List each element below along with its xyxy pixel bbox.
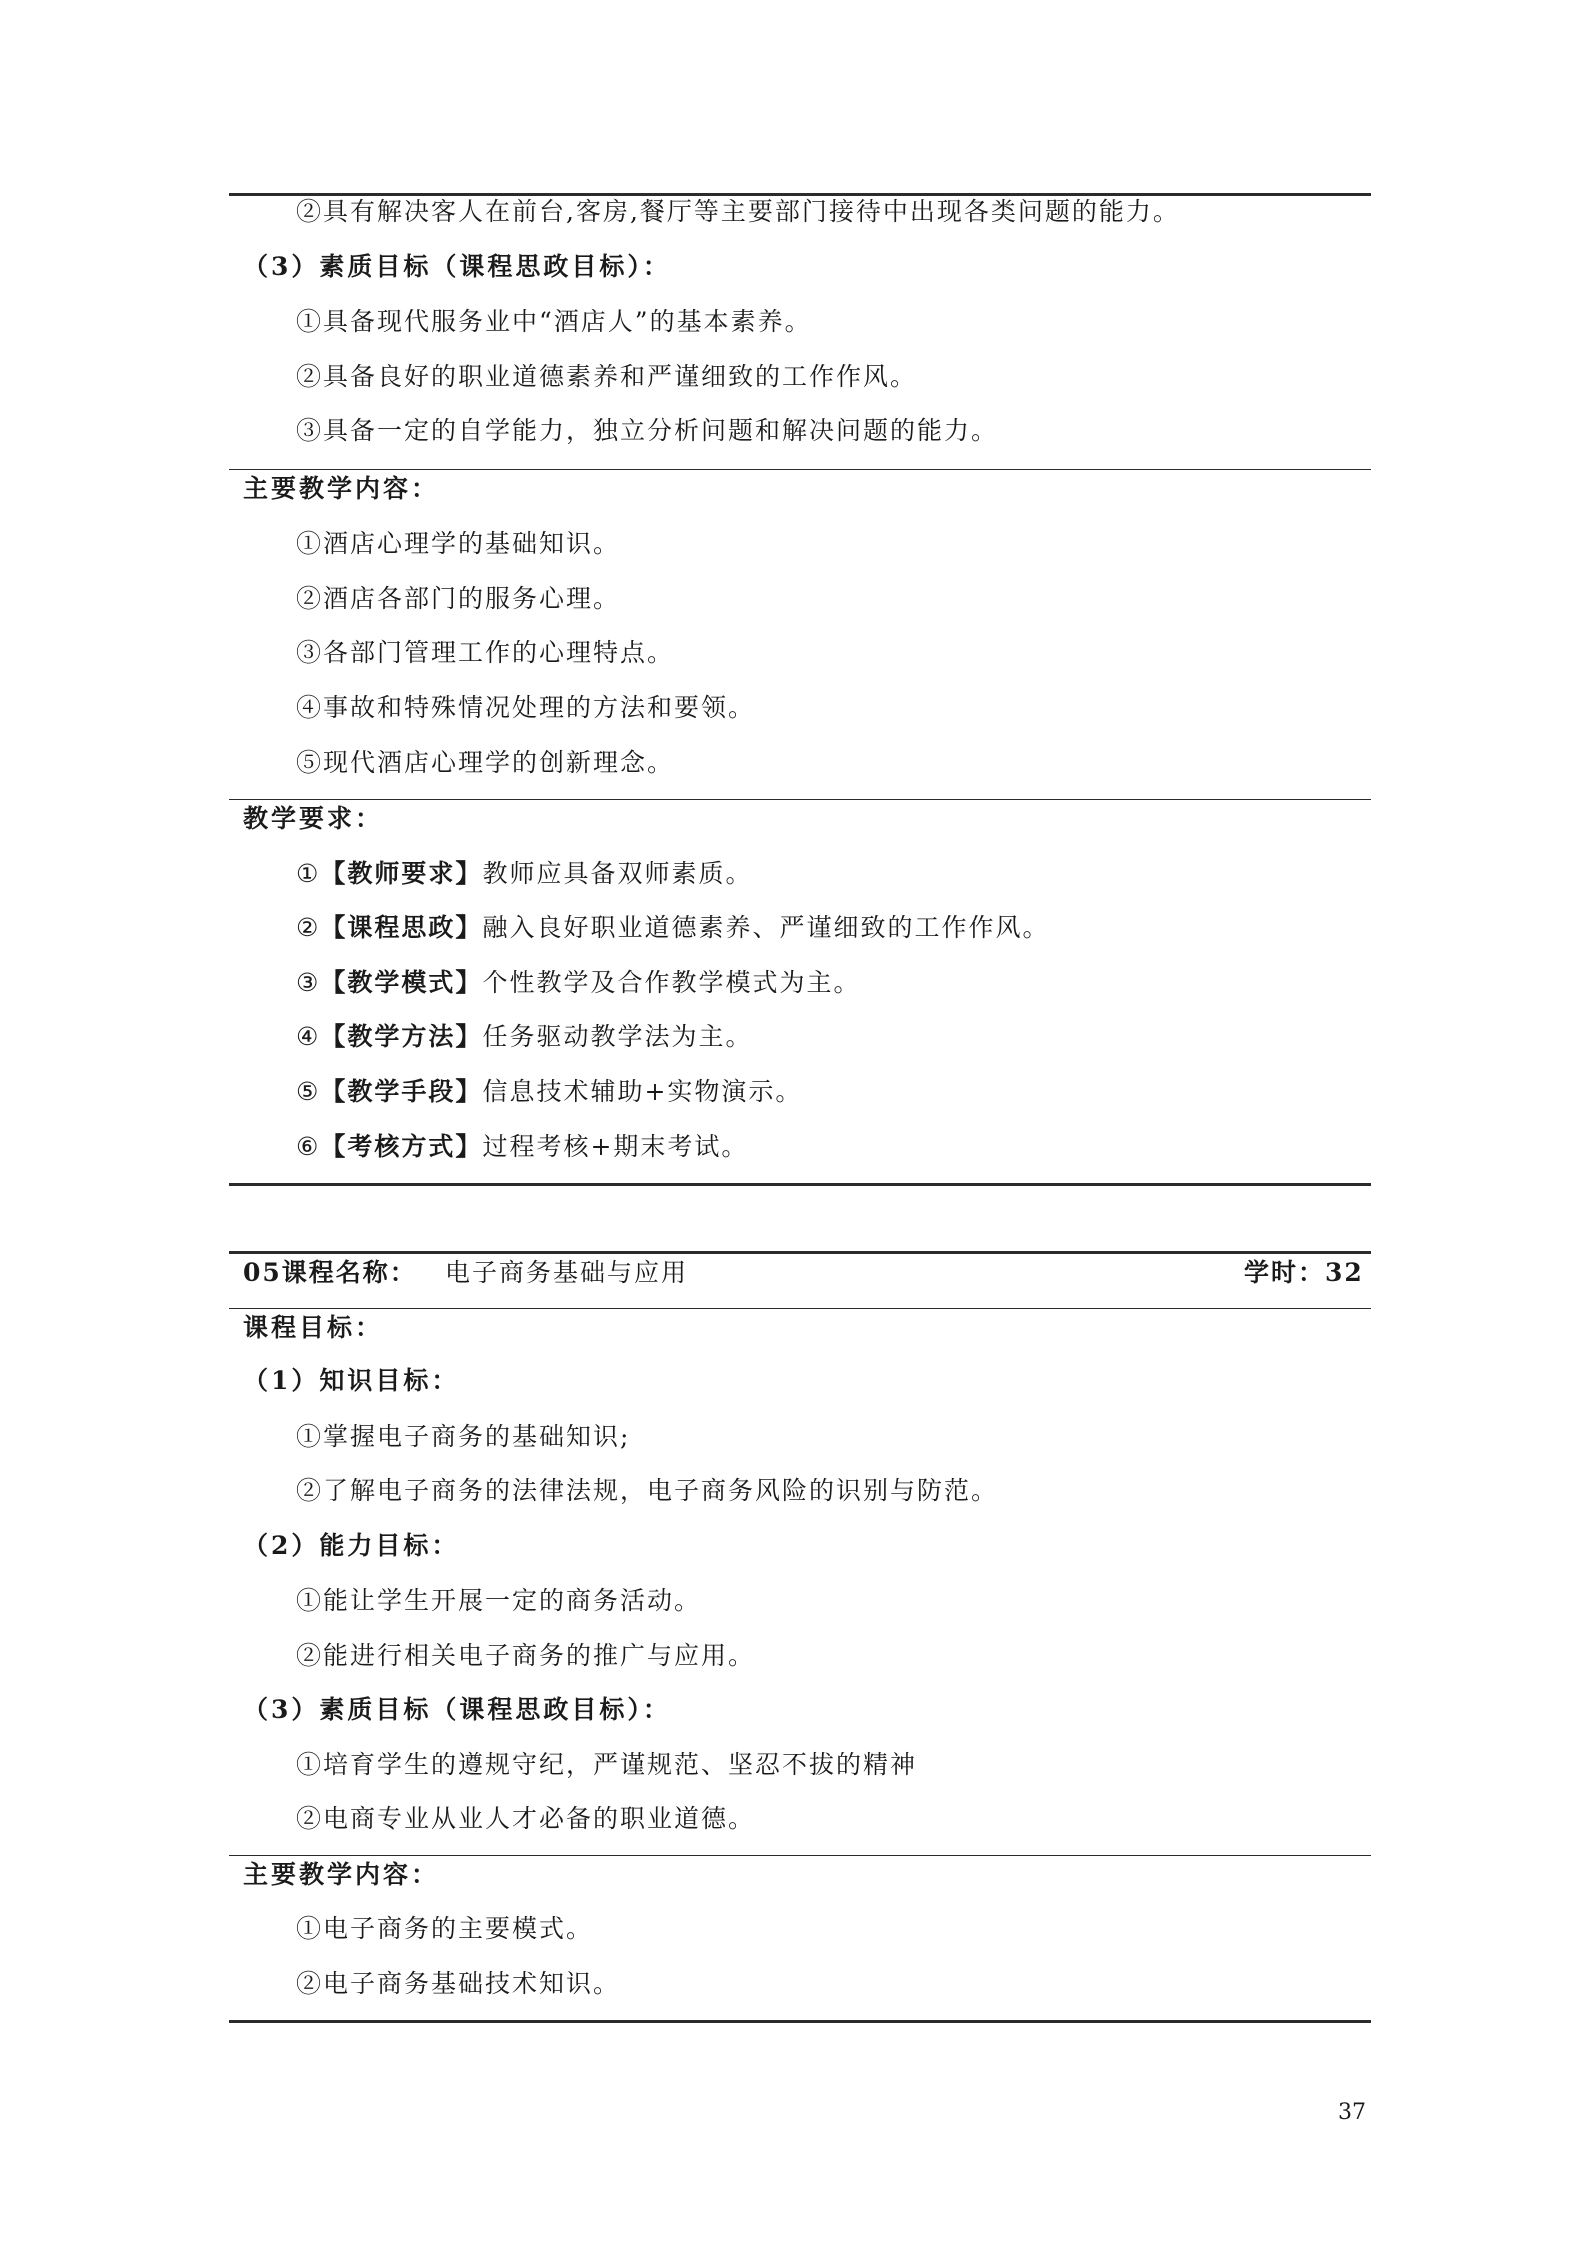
- requirement-item: [296, 1076, 802, 1108]
- row-divider: [229, 469, 1371, 470]
- requirement-text: 过程考核+期末考试。: [482, 1132, 749, 1161]
- skill-objective-item: ②具有解决客人在前台,客房,餐厅等主要部门接待中出现各类问题的能力。: [296, 197, 1180, 226]
- teaching-content-item: ③各部门管理工作的心理特点。: [296, 638, 675, 667]
- requirement-number: ①: [296, 859, 321, 888]
- teaching-content-heading: 主要教学内容：: [243, 1860, 440, 1889]
- requirement-text: 个性教学及合作教学模式为主。: [482, 968, 861, 997]
- teaching-content-item: ①酒店心理学的基础知识。: [296, 529, 621, 558]
- requirement-item: [296, 1021, 752, 1053]
- requirement-text: 融入良好职业道德素养、严谨细致的工作作风。: [482, 913, 1050, 942]
- requirement-item: [296, 858, 752, 890]
- teaching-content-item: ①电子商务的主要模式。: [296, 1914, 594, 1943]
- teaching-content-item: ④事故和特殊情况处理的方法和要领。: [296, 693, 756, 722]
- requirement-tag: 【教学手段】: [320, 1077, 483, 1106]
- requirement-tag: 【教师要求】: [320, 859, 483, 888]
- requirement-number: ④: [296, 1022, 321, 1051]
- page-number: 37: [1338, 2100, 1366, 2125]
- quality-objective-heading: （3）素质目标（课程思政目标）：: [243, 1695, 671, 1724]
- row-divider: [229, 1855, 1371, 1856]
- course-hours: 学时：32: [1244, 1258, 1364, 1287]
- table-bottom-border: [229, 1183, 1371, 1186]
- row-divider: [229, 1308, 1371, 1309]
- teaching-content-heading: 主要教学内容：: [243, 474, 440, 503]
- quality-objective-item: ①培育学生的遵规守纪，严谨规范、坚忍不拔的精神: [296, 1750, 918, 1779]
- teaching-content-item: ⑤现代酒店心理学的创新理念。: [296, 748, 675, 777]
- course-name: 电子商务基础与应用: [445, 1258, 689, 1287]
- requirement-tag: 【考核方式】: [320, 1132, 483, 1161]
- course-name-label: 05课程名称：: [243, 1258, 417, 1287]
- row-divider: [229, 799, 1371, 800]
- requirement-tag: 【课程思政】: [320, 913, 483, 942]
- ability-objective-item: ①能让学生开展一定的商务活动。: [296, 1586, 702, 1615]
- requirement-item: [296, 967, 860, 999]
- requirement-item: [296, 1131, 748, 1163]
- requirement-number: ⑥: [296, 1132, 321, 1161]
- teaching-content-item: ②酒店各部门的服务心理。: [296, 584, 621, 613]
- requirement-number: ③: [296, 968, 321, 997]
- quality-objective-item: ②电商专业从业人才必备的职业道德。: [296, 1804, 756, 1833]
- quality-objective-item: ③具备一定的自学能力，独立分析问题和解决问题的能力。: [296, 416, 999, 445]
- requirement-text: 信息技术辅助+实物演示。: [482, 1077, 803, 1106]
- requirement-item: [296, 912, 1049, 944]
- requirement-tag: 【教学模式】: [320, 968, 483, 997]
- teaching-requirements-heading: 教学要求：: [243, 804, 384, 833]
- requirement-tag: 【教学方法】: [320, 1022, 483, 1051]
- requirement-text: 教师应具备双师素质。: [482, 859, 753, 888]
- table-bottom-border: [229, 2020, 1371, 2023]
- requirement-number: ②: [296, 913, 321, 942]
- knowledge-objective-item: ②了解电子商务的法律法规，电子商务风险的识别与防范。: [296, 1476, 999, 1505]
- requirement-number: ⑤: [296, 1077, 321, 1106]
- quality-objective-item: ②具备良好的职业道德素养和严谨细致的工作作风。: [296, 362, 918, 391]
- quality-objective-item: ①具备现代服务业中“酒店人”的基本素养。: [296, 307, 812, 336]
- knowledge-objective-heading: （1）知识目标：: [243, 1366, 460, 1395]
- requirement-text: 任务驱动教学法为主。: [482, 1022, 753, 1051]
- ability-objective-heading: （2）能力目标：: [243, 1531, 460, 1560]
- knowledge-objective-item: ①掌握电子商务的基础知识;: [296, 1422, 631, 1451]
- course-objectives-heading: 课程目标：: [243, 1313, 384, 1342]
- table-top-border: [229, 1251, 1371, 1254]
- ability-objective-item: ②能进行相关电子商务的推广与应用。: [296, 1641, 756, 1670]
- quality-objective-heading: （3）素质目标（课程思政目标）：: [243, 252, 671, 281]
- teaching-content-item: ②电子商务基础技术知识。: [296, 1969, 621, 1998]
